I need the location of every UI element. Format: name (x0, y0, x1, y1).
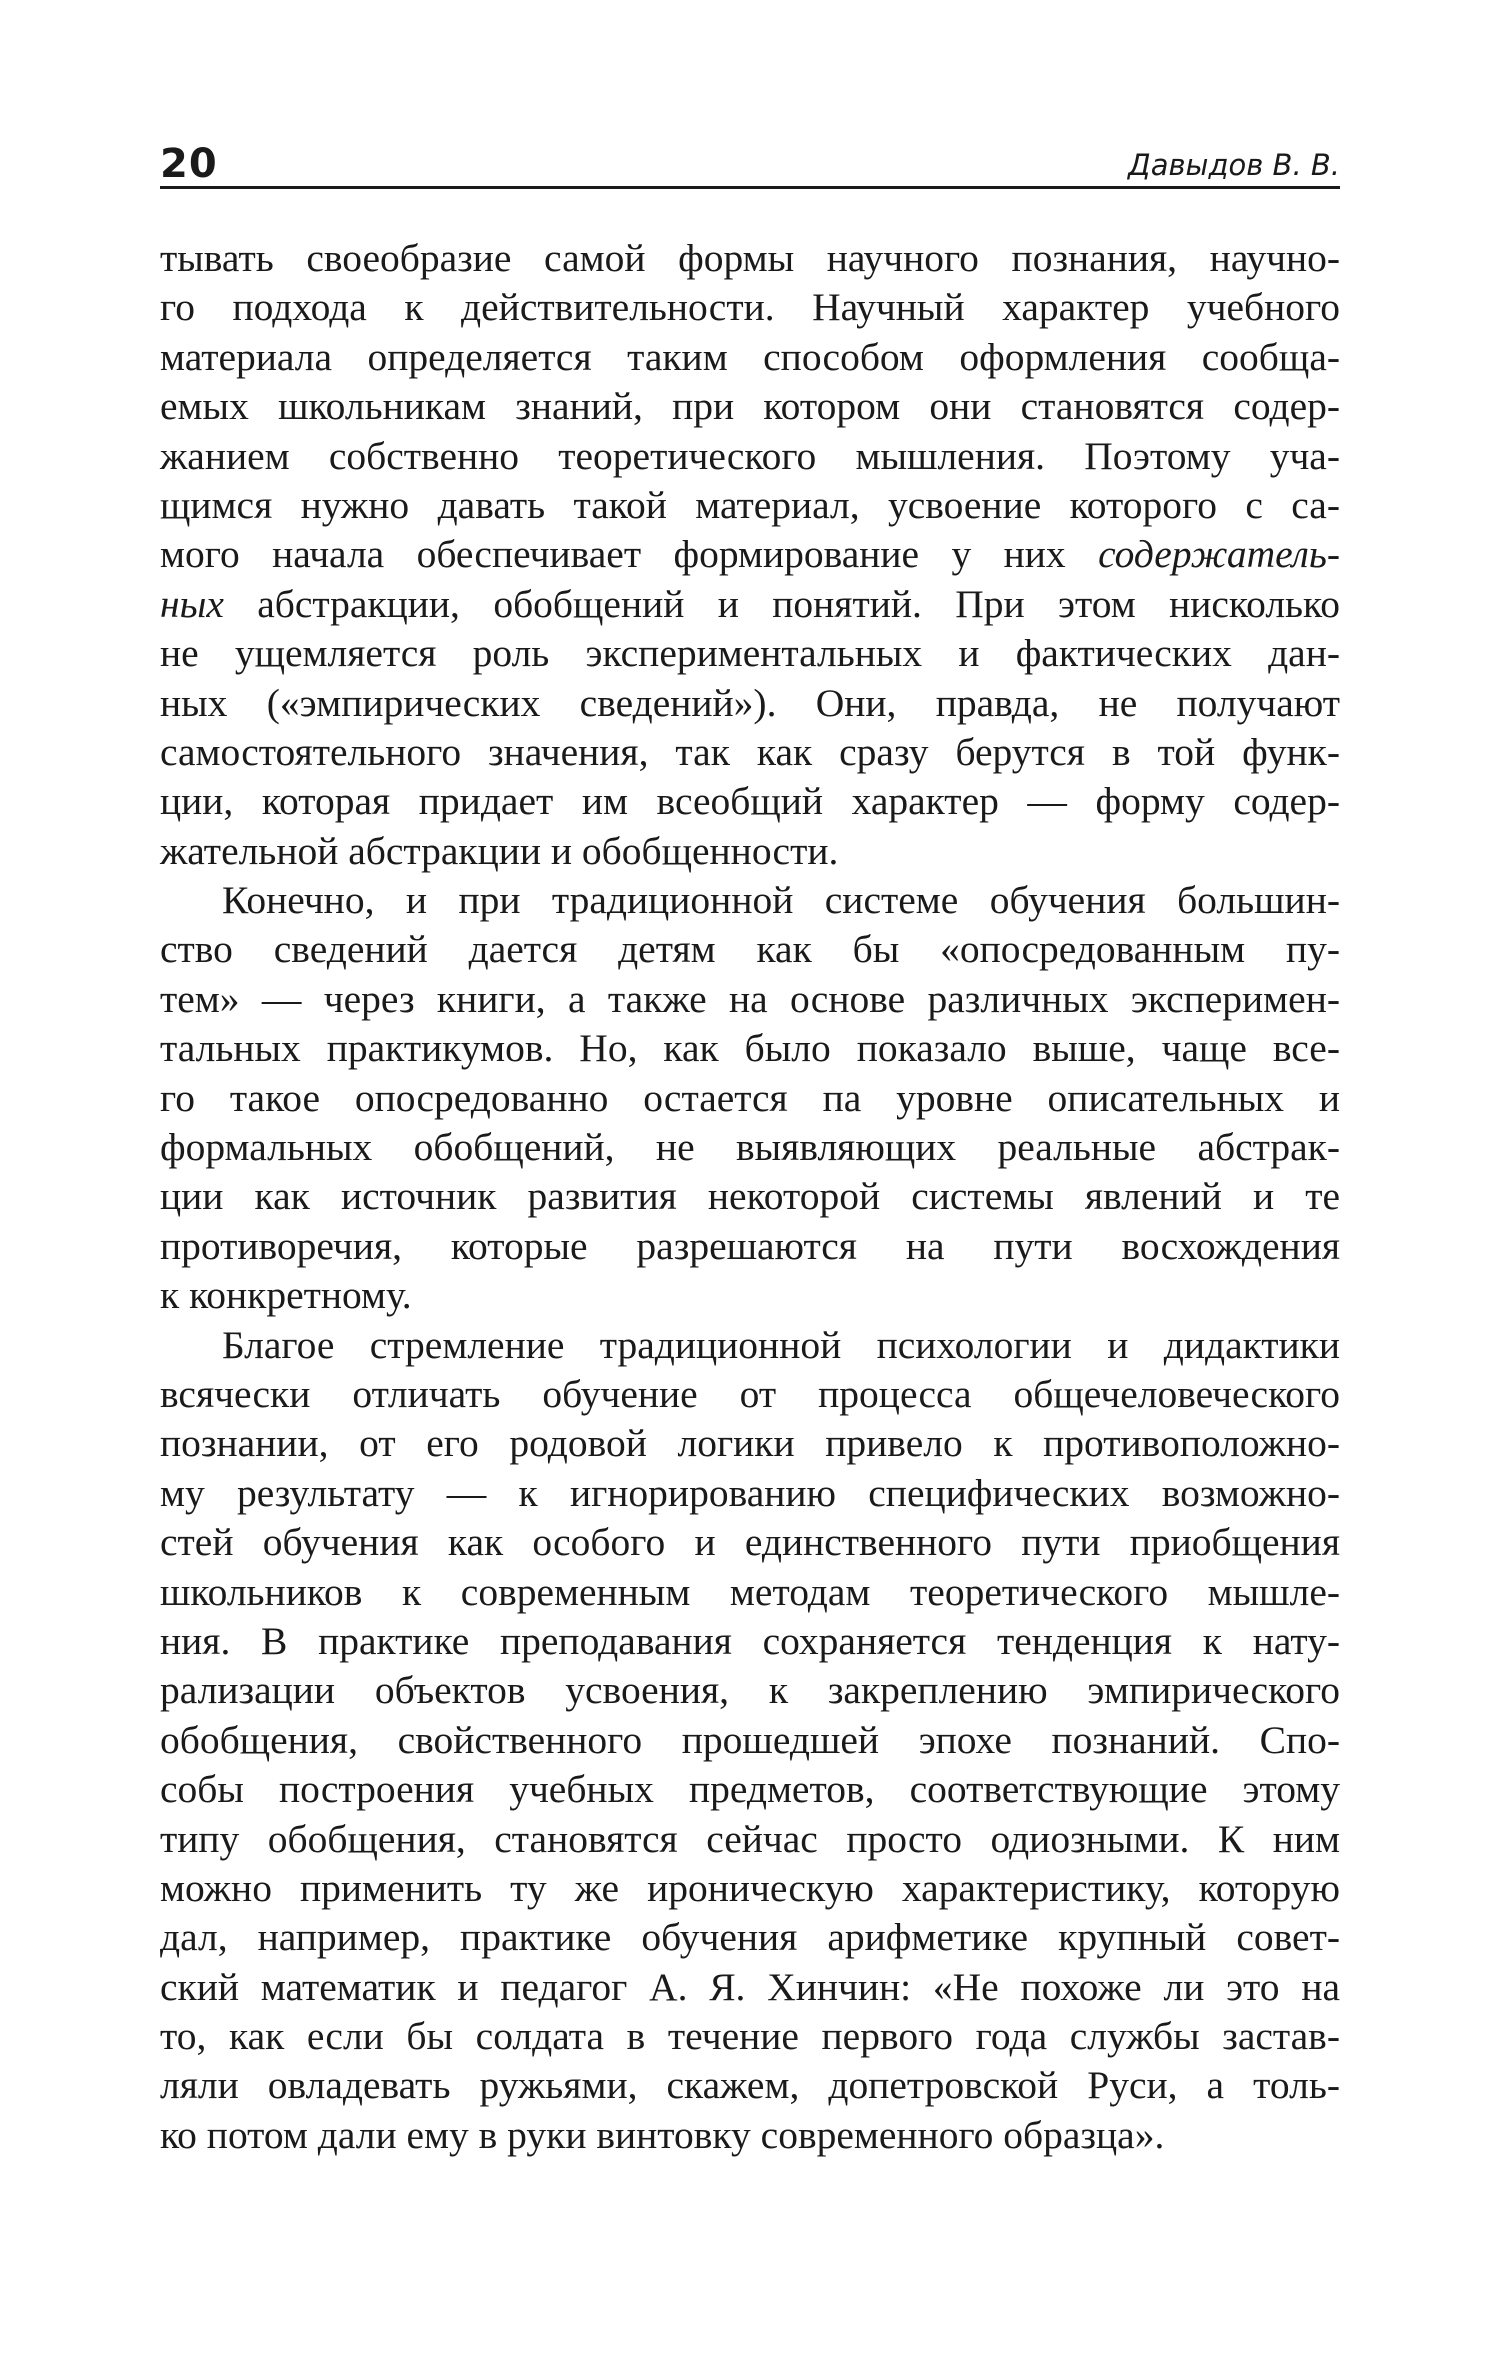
text-line: емых школьникам знаний, при котором они становятся содер- (160, 384, 1340, 429)
text-line: формальных обобщений, не выявляющих реальные абстрак- (160, 1125, 1340, 1170)
text-line: обобщения, свойственного прошедшей эпохе познаний. Спо- (160, 1717, 1340, 1762)
text-segment: абстракции, обобщений и понятий. При этом нисколько (223, 581, 1340, 626)
text-line: ции как источник развития некоторой системы явлений и те (160, 1174, 1340, 1219)
text-line: противоречия, которые разрешаются на пути восхождения (160, 1223, 1340, 1268)
text-line: школьников к современным методам теоретического мышле- (160, 1569, 1340, 1614)
text-line: типу обобщения, становятся сейчас просто одиозными. К ним (160, 1816, 1340, 1861)
text-line: рализации объектов усвоения, к закреплению эмпирического (160, 1668, 1340, 1713)
text-line: Благое стремление традиционной психологии и дидактики (222, 1322, 1340, 1367)
text-line: му результату — к игнорированию специфических возможно- (160, 1470, 1340, 1515)
text-line: собы построения учебных предметов, соответствующие этому (160, 1767, 1340, 1812)
text-line: ния. В практике преподавания сохраняется тенденция к нату- (160, 1618, 1340, 1663)
text-line: тальных практикумов. Но, как было показало выше, чаще все- (160, 1026, 1340, 1071)
italic-term: ных (160, 581, 224, 626)
text-line (160, 530, 1340, 579)
text-line: жанием собственно теоретического мышления. Поэтому уча- (160, 433, 1340, 478)
text-line: щимся нужно давать такой материал, усвоение которого с са- (160, 482, 1340, 527)
text-line: Конечно, и при традиционной системе обучения большин- (222, 878, 1340, 923)
text-line: самостоятельного значения, так как сразу берутся в той функ- (160, 729, 1340, 774)
text-line: ство сведений дается детям как бы «опосредованным пу- (160, 927, 1340, 972)
text-line: то, как если бы солдата в течение первого года службы застав- (160, 2014, 1340, 2059)
text-line: тем» — через книги, а также на основе различных эксперимен- (160, 976, 1340, 1021)
paragraph (160, 876, 1340, 1321)
text-line: ко потом дали ему в руки винтовку современного образца». (160, 2112, 1165, 2157)
text-line: всячески отличать обучение от процесса общечеловеческого (160, 1371, 1340, 1416)
text-line (160, 580, 1340, 629)
text-line: го подхода к действительности. Научный характер учебного (160, 285, 1340, 330)
text-line: можно применить ту же ироническую характеристику, которую (160, 1865, 1340, 1910)
text-line: стей обучения как особого и единственного пути приобщения (160, 1520, 1340, 1565)
text-line: ский математик и педагог А. Я. Хинчин: «Не похоже ли это на (160, 1964, 1340, 2009)
paragraph (160, 234, 1340, 876)
text-line: тывать своеобразие самой формы научного познания, научно- (160, 236, 1340, 280)
page-number: 20 (160, 141, 218, 187)
text-line: ции, которая придает им всеобщий характер — форму содер- (160, 779, 1340, 824)
text-line: дал, например, практике обучения арифметике крупный совет- (160, 1915, 1340, 1960)
text-line: материала определяется таким способом оформления сообща- (160, 334, 1340, 379)
text-line: жательной абстракции и обобщенности. (160, 828, 839, 873)
paragraph (160, 1321, 1340, 2161)
text-line: познании, от его родовой логики привело к противоположно- (160, 1421, 1340, 1466)
text-line: не ущемляется роль экспериментальных и фактических дан- (160, 631, 1340, 676)
italic-term: содержатель- (1098, 532, 1340, 577)
running-header (160, 120, 1340, 189)
text-line: ляли овладевать ружьями, скажем, допетровской Руси, а толь- (160, 2063, 1340, 2108)
body-text (160, 234, 1340, 2160)
text-line: ных («эмпирических сведений»). Они, правда, не получают (160, 680, 1340, 725)
text-line: го такое опосредованно остается па уровне описательных и (160, 1075, 1340, 1120)
text-line: к конкретному. (160, 1273, 412, 1318)
running-header-author: Давыдов В. В. (1128, 148, 1340, 182)
text-segment: мого начала обеспечивает формирование у них (160, 532, 1099, 577)
